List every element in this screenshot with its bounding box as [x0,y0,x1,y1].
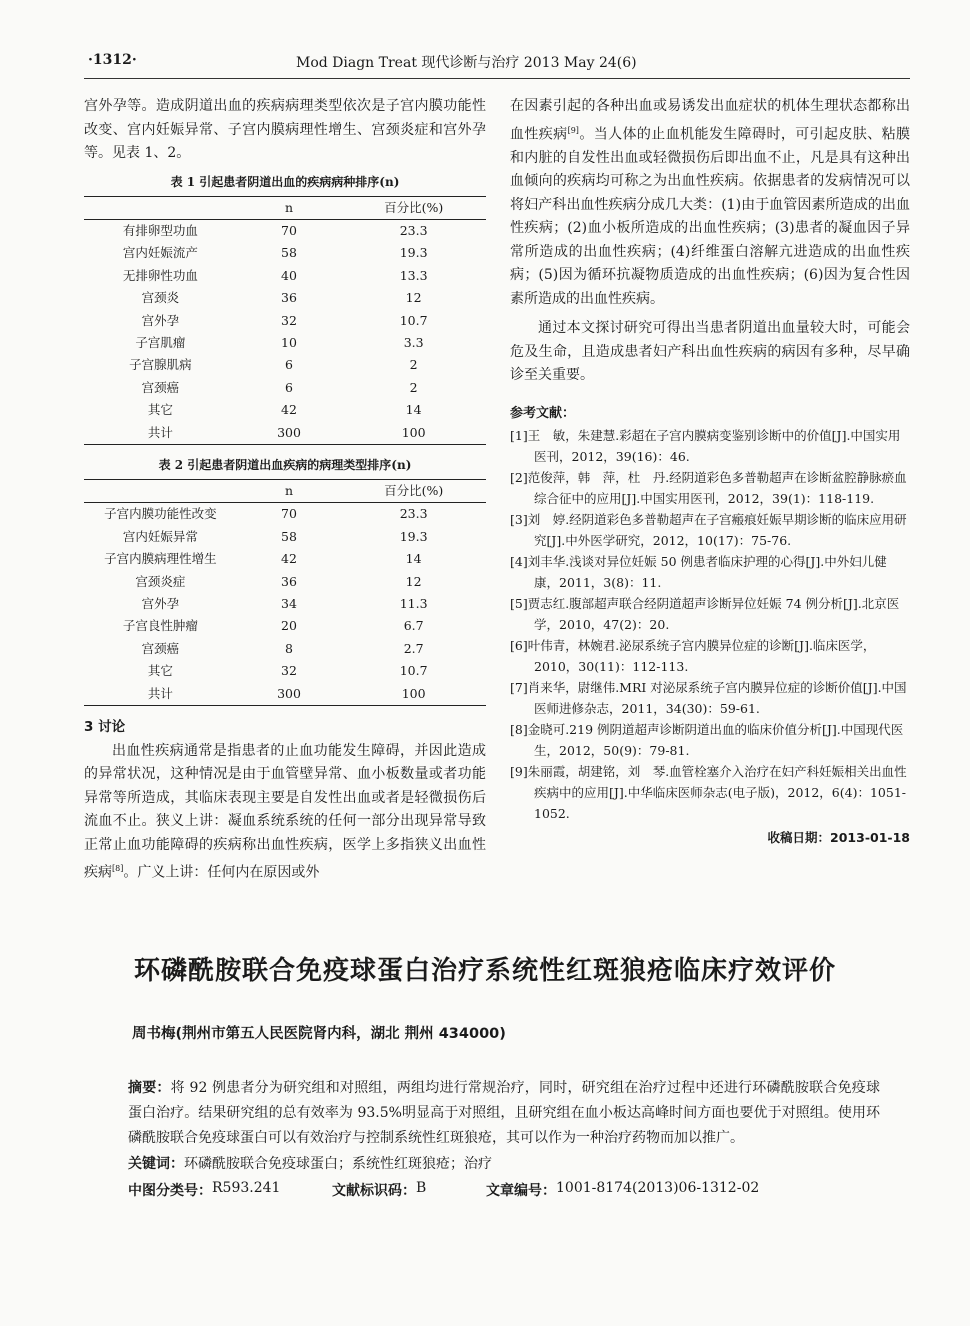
table-cell: 2.7 [403,640,424,656]
table1-caption: 表 1 引起患者阴道出血的疾病病种排序(n) [170,174,400,189]
citation-9: [9] [567,125,579,135]
table-row [84,593,486,615]
table-cell: 36 [281,573,297,589]
reference-item: [7]肖来华，尉继伟.MRI 对泌尿系统子宫内膜异位症的诊断价值[J].中国医师进修杂志，2011，34(30)：59-61. [510,680,907,717]
table-cell: 14 [405,551,422,567]
table-cell: 19.3 [399,245,428,261]
reference-item: [2]范俊萍，韩 萍，杜 丹.经阴道彩色多普勒超声在诊断盆腔静脉瘀血综合征中的应用[J].中国实用医刊，2012，39(1)：118-119. [510,470,907,507]
table-cell: 宫内妊娠流产 [122,245,198,261]
table2-header-row [84,479,486,502]
table-cell: 宫外孕 [141,596,180,611]
citation-8: [8] [112,864,124,874]
table-cell: 2 [409,379,418,395]
keywords-label: 关键词： [128,1156,184,1172]
table-cell: 32 [281,663,297,679]
table-cell: 10.7 [399,663,428,679]
table-cell: 子宫肌瘤 [135,334,186,350]
table-row [84,219,486,242]
table1-header-cell: n [237,196,342,219]
table-cell: 共计 [84,422,237,445]
conclusion-paragraph: 通过本文探讨研究可得出当患者阴道出血量较大时，可能会危及生命，且造成患者妇产科出血性疾病的病因有多种，尽早确诊至关重要。 [510,320,910,384]
table1-header-row [84,196,486,219]
table-cell: 70 [281,506,297,522]
table-cell: 14 [405,402,422,418]
section-heading: 3 讨论 [84,719,126,736]
article-title: 环磷酰胺联合免疫球蛋白治疗系统性红斑狼疮临床疗效评价 [133,956,836,986]
table-row [84,526,486,548]
table-row [84,287,486,309]
clc-number [128,1180,281,1200]
table-cell: 8 [285,640,293,656]
table-row [84,242,486,264]
journal-info: Mod Diagn Treat 现代诊断与治疗 2013 May 24(6) [296,55,637,71]
table-cell: 3.3 [403,334,424,350]
table1-header-cell [84,196,237,219]
table-cell: 子宫腺肌病 [129,357,192,373]
table-row [84,422,486,445]
abstract-label: 摘要： [128,1080,171,1096]
clc-value: R593.241 [212,1180,281,1196]
clc-label: 中图分类号： [128,1183,212,1199]
table-cell: 2 [409,357,418,373]
table-cell: 300 [237,422,342,445]
table-cell: 36 [281,290,297,306]
continued-text-a: 在因素引起的各种出血或易诱发出血症状的机体生理状态都称出血性疾病 [510,98,910,143]
table-cell: 宫内妊娠异常 [122,528,198,544]
abstract-text: 将 92 例患者分为研究组和对照组，两组均进行常规治疗，同时，研究组在治疗过程中还进行环磷酰胺联合免疫球蛋白治疗。结果研究组的总有效率为 93.5%明显高于对照组，且研究组在血小板达高峰时间方面也要优于对照组。使用环磷酰胺联合免疫球蛋白可以有效治疗与控制系统性红斑狼疮，其可以作为一种治疗药物而加以推广。 [128,1080,880,1146]
table-cell: 58 [281,245,297,261]
continued-text-b: 。当人体的止血机能发生障碍时，可引起皮肤、粘膜和内脏的自发性出血或轻微损伤后即出血不止，凡是具有这种出血倾向的疾病均可称之为出血性疾病。依据患者的发病情况可以将妇产科出血性疾病分成几大类：(1)由于血管因素所造成的出血性疾病；(2)血小板所造成的出血性疾病；(3)患者的凝血因子异常所造成的出血性疾病；(4)纤维蛋白溶解亢进造成的出血性疾病；(5)因为循环抗凝物质造成的出血性疾病；(6)因为复合性因素所造成的出血性疾病。 [510,126,911,307]
received-date: 收稿日期：2013-01-18 [767,830,910,846]
reference-list [510,425,910,824]
table-cell: 19.3 [399,528,428,544]
reference-item: [5]贾志红.腹部超声联合经阴道超声诊断异位妊娠 74 例分析[J].北京医学，2010，47(2)：20. [510,596,900,633]
table-cell: 宫外孕 [141,312,180,328]
table-cell: 子宫良性肿瘤 [122,618,198,634]
table-cell: 12 [405,290,422,306]
table-cell: 300 [237,683,342,706]
left-column [84,95,486,885]
table-cell: 13.3 [399,267,428,283]
reference-item: [6]叶伟青，林婉君.泌尿系统子宫内膜异位症的诊断[J].临床医学，2010，30(11)：112-113. [510,638,876,675]
table-cell: 42 [281,402,297,418]
table-cell: 32 [281,312,297,328]
table-cell: 100 [341,683,486,706]
table2-header-cell: n [237,479,342,502]
table-row [84,265,486,287]
classification-line [128,1180,888,1204]
table-cell: 子宫内膜病理性增生 [104,551,217,567]
table-cell: 40 [281,267,297,283]
reference-item: [9]朱丽霞，胡建铭，刘 琴.血管栓塞介入治疗在妇产科妊娠相关出血性疾病中的应用[J].中华临床医师杂志(电子版)，2012，6(4)：1051-1052. [510,764,907,822]
table-cell: 12 [405,573,422,589]
table-cell: 10 [281,334,297,350]
table-row [84,354,486,376]
table2-caption: 表 2 引起患者阴道出血疾病的病理类型排序(n) [158,457,412,472]
table-cell: 宫颈癌 [141,379,180,395]
table-row [84,332,486,354]
table1-header-cell: 百分比(%) [341,196,486,219]
reference-item: [1]王 敏，朱建慧.彩超在子宫内膜病变鉴别诊断中的价值[J].中国实用医刊，2012，39(16)：46. [510,428,901,465]
doc-code [332,1180,427,1200]
table-cell: 6 [285,357,293,373]
references-heading: 参考文献： [510,405,576,421]
table-cell: 共计 [84,683,237,706]
table-row [84,660,486,682]
table-cell: 子宫内膜功能性改变 [104,506,217,522]
table-cell: 6 [285,379,293,395]
article-author: 周书梅(荆州市第五人民医院肾内科，湖北 荆州 434000) [132,1026,506,1042]
article-number [486,1180,760,1200]
table-row [84,399,486,421]
continued-paragraph [510,95,910,311]
keywords [128,1152,492,1177]
table-cell: 其它 [147,663,173,679]
table-row [84,571,486,593]
table2 [84,479,486,706]
table-cell: 34 [281,596,297,611]
table-cell: 23.3 [399,506,428,522]
table-cell: 11.3 [399,596,428,611]
running-header [88,52,903,74]
doc-label: 文献标识码： [332,1183,416,1199]
reference-item: [4]刘丰华.浅谈对异位妊娠 50 例患者临床护理的心得[J].中外妇儿健康，2011，3(8)：11. [510,554,887,591]
page-number: ·1312· [88,52,137,68]
table1 [84,196,486,445]
table-cell: 100 [341,422,486,445]
table-cell: 宫颈炎 [141,290,180,306]
reference-item: [3]刘 婷.经阴道彩色多普勒超声在子宫瘢痕妊娠早期诊断的临床应用研究[J].中外医学研究，2012，10(17)：75-76. [510,512,907,549]
discussion-text-b: 。广义上讲：任何内在原因或外 [123,864,320,881]
table-cell: 10.7 [399,312,428,328]
header-rule [84,78,910,79]
keywords-text: 环磷酰胺联合免疫球蛋白；系统性红斑狼疮；治疗 [184,1156,492,1172]
reference-item: [8]金晓可.219 例阴道超声诊断阴道出血的临床价值分析[J].中国现代医生，2012，50(9)：79-81. [510,722,904,759]
table-cell: 58 [281,528,297,544]
intro-paragraph: 宫外孕等。造成阴道出血的疾病病理类型依次是子宫内膜功能性改变、宫内妊娠异常、子宫内膜病理性增生、宫颈炎症和宫外孕等。见表 1、2。 [84,98,486,161]
table-row [84,615,486,637]
table2-header-cell [84,479,237,502]
table-cell: 宫颈炎症 [135,573,186,589]
table-row [84,377,486,399]
table-row [84,638,486,660]
table-row [84,503,486,526]
table2-header-cell: 百分比(%) [341,479,486,502]
abstract [128,1076,880,1151]
table-cell: 无排卵性功血 [122,267,198,283]
article-no-value: 1001-8174(2013)06-1312-02 [556,1180,760,1196]
table-cell: 20 [281,618,297,634]
table-row [84,683,486,706]
table-cell: 有排卵型功血 [122,222,198,238]
table-row [84,548,486,570]
table-cell: 宫颈癌 [141,640,180,656]
doc-value: B [416,1180,427,1196]
article-no-label: 文章编号： [486,1183,556,1199]
table-cell: 70 [281,222,297,238]
discussion-paragraph [84,740,486,886]
right-column [510,95,910,850]
table-cell: 23.3 [399,222,428,238]
discussion-text-a: 出血性疾病通常是指患者的止血功能发生障碍，并因此造成的异常状况，这种情况是由于血管壁异常、血小板数量或者功能异常等所造成，其临床表现主要是自发性出血或者是轻微损伤后流血不止。狭义上讲：凝血系统系统的任何一部分出现异常导致正常止血功能障碍的疾病称出血性疾病，医学上多指狭义出血性疾病 [84,742,486,881]
table-cell: 其它 [147,402,173,418]
table-row [84,310,486,332]
table-cell: 42 [281,551,297,567]
table-cell: 6.7 [403,618,424,634]
